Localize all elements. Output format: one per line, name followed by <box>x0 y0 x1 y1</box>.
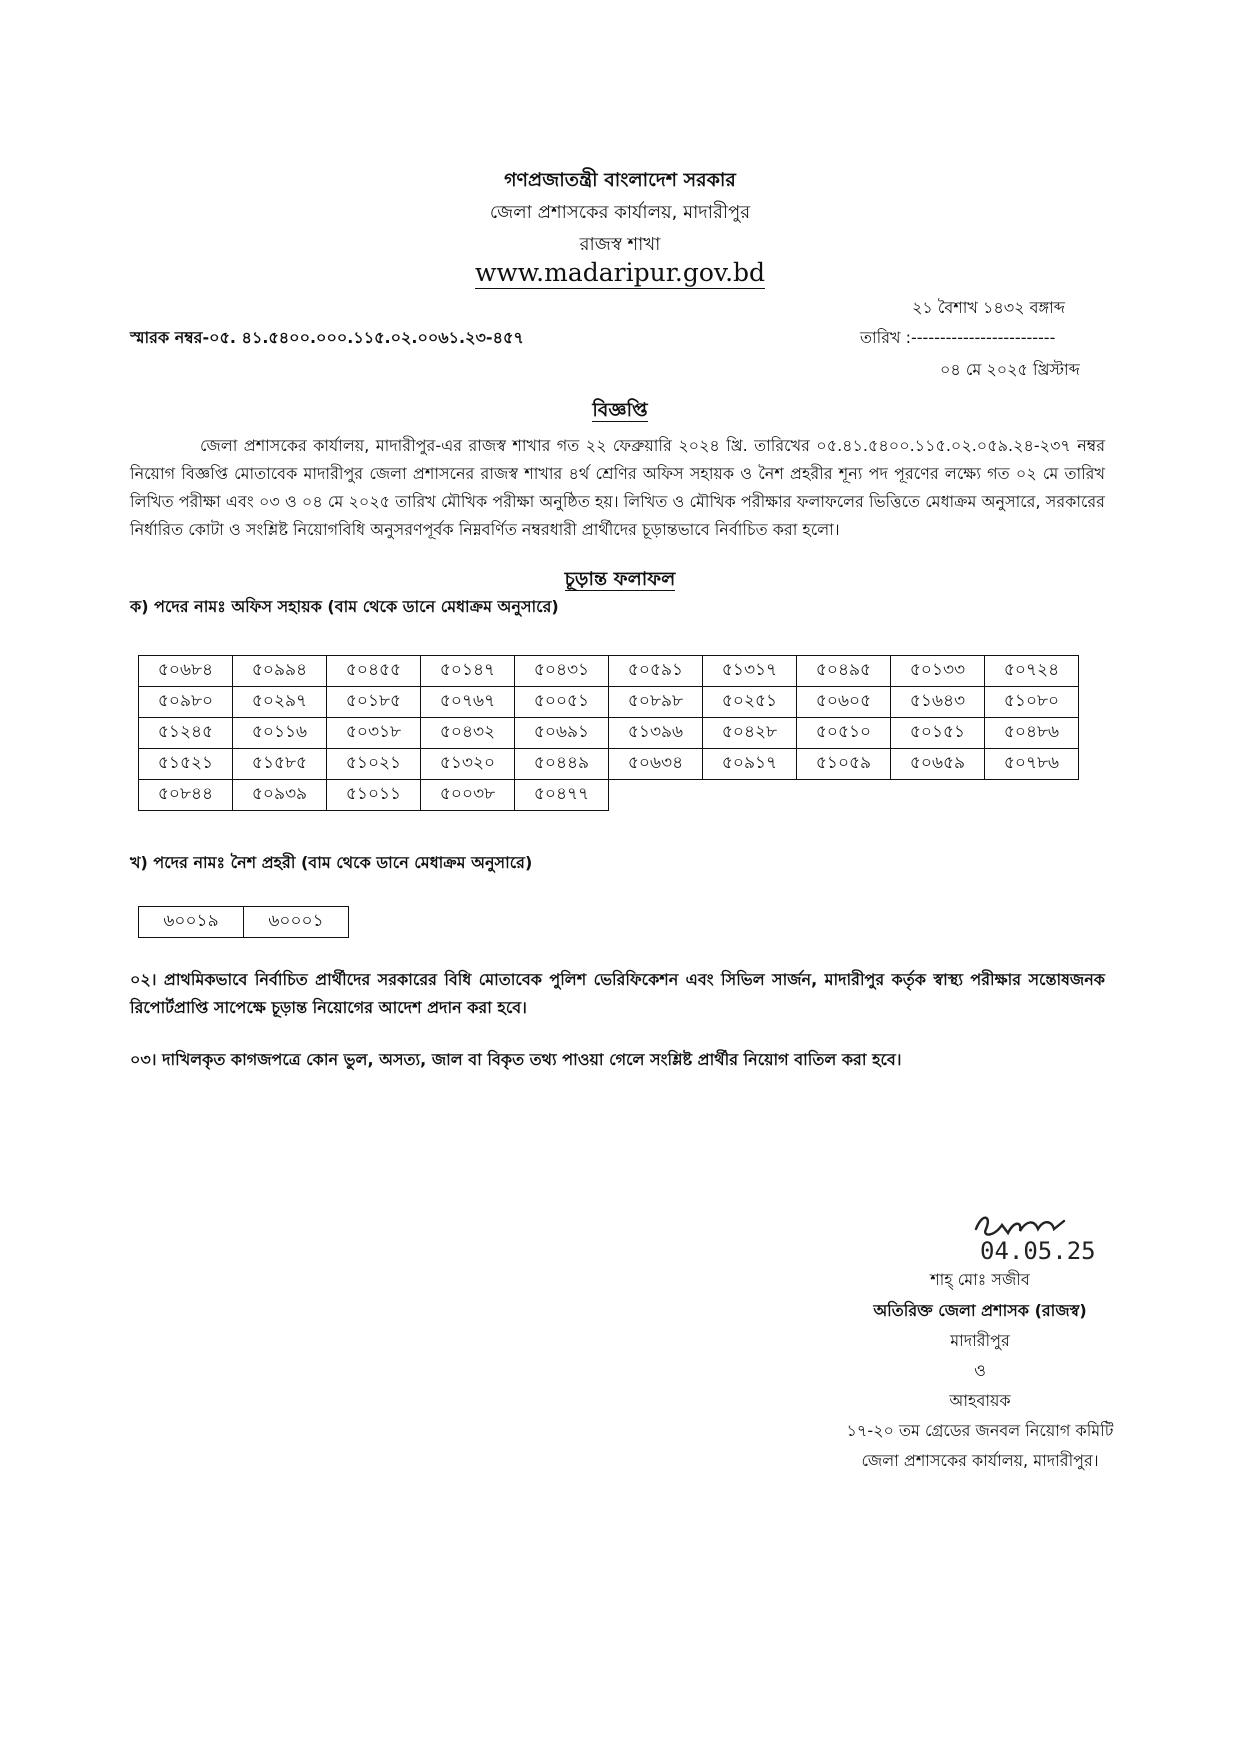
roll-number-cell: ৫০৭২৪ <box>985 656 1079 687</box>
date-label: তারিখ :------------------------- <box>860 328 1056 347</box>
result-title-text: চূড়ান্ত ফলাফল <box>564 568 676 590</box>
post-a-label: ক) পদের নামঃ অফিস সহায়ক (বাম থেকে ডানে মেধাক্রম অনুসারে) <box>130 597 559 616</box>
office-assistant-results-table <box>138 655 1079 811</box>
signatory-designation: অতিরিক্ত জেলা প্রশাসক (রাজস্ব) <box>873 1301 1087 1320</box>
roll-number-cell: ৫০৬০৫ <box>797 687 891 718</box>
result-title <box>0 565 1240 597</box>
website-link[interactable] <box>0 258 1240 287</box>
roll-number-cell: ৫০৯৮০ <box>139 687 233 718</box>
government-name: গণপ্রজাতন্ত্রী বাংলাদেশ সরকার <box>504 169 736 191</box>
roll-number-cell: ৫১০২১ <box>327 749 421 780</box>
roll-number-cell: ৫০৪৭৭ <box>515 780 609 811</box>
roll-number-cell: ৫১৬৪৩ <box>891 687 985 718</box>
notice-paragraph-1: জেলা প্রশাসকের কার্যালয়, মাদারীপুর-এর রাজস্ব শাখার গত ২২ ফেব্রুয়ারি ২০২৪ খ্রি. তারিখের ০৫.৪১.৫৪০০.১১৫.০২.০৫৯.২৪-২৩৭ নম্বর নিয়োগ বিজ্ঞপ্তি মোতাবেক মাদারীপুর জেলা প্রশাসনের রাজস্ব শাখার ৪র্থ শ্রেণির অফিস সহায়ক ও নৈশ প্রহরীর শূন্য পদ পূরণের লক্ষ্যে গত ০২ মে তারিখ লিখিত পরীক্ষা এবং ০৩ ও ০৪ মে ২০২৫ তারিখ মৌখিক পরীক্ষা অনুষ্ঠিত হয়। লিখিত ও মৌখিক পরীক্ষার ফলাফলের ভিত্তিতে মেধাক্রম অনুসারে, সরকারের নির্ধারিত কোটা ও সংশ্লিষ্ট নিয়োগবিধি অনুসরণপূর্বক নিম্নবর্ণিত নম্বরধারী প্রার্থীদের চূড়ান্তভাবে নির্বাচিত করা হলো। <box>130 436 1105 539</box>
notice-title-text: বিজ্ঞপ্তি <box>592 399 648 421</box>
roll-number-cell: ৬০০১৯ <box>139 907 244 938</box>
table-row <box>139 656 1079 687</box>
signatory-role: আহবায়ক <box>949 1391 1011 1410</box>
roll-number-cell: ৫১০১১ <box>327 780 421 811</box>
roll-number-cell: ৫০৩১৮ <box>327 718 421 749</box>
roll-number-cell: ৫১০৮০ <box>985 687 1079 718</box>
roll-number-cell: ৫০৪৩১ <box>515 656 609 687</box>
branch-name: রাজস্ব শাখা <box>579 234 661 255</box>
roll-number-cell: ৫০২৯৭ <box>233 687 327 718</box>
table-row <box>139 749 1079 780</box>
roll-number-cell: ৫১৩২০ <box>421 749 515 780</box>
table-row <box>139 907 349 938</box>
signature-date: 04.05.25 <box>980 1237 1096 1265</box>
roll-number-cell: ৫০৭৮৬ <box>985 749 1079 780</box>
table-row <box>139 718 1079 749</box>
roll-number-cell: ৫১৫৮৫ <box>233 749 327 780</box>
roll-number-cell: ৫১৩৯৬ <box>609 718 703 749</box>
roll-number-cell: ৫০৬৩৪ <box>609 749 703 780</box>
roll-number-cell: ৫০৪৫৫ <box>327 656 421 687</box>
website-text[interactable]: www.madaripur.gov.bd <box>474 258 766 287</box>
night-guard-results-table <box>138 906 349 938</box>
roll-number-cell: ৫০৬৮৪ <box>139 656 233 687</box>
roll-number-cell: ৫০২৫১ <box>703 687 797 718</box>
date-bangla: ২১ বৈশাখ ১৪৩২ বঙ্গাব্দ <box>912 298 1065 317</box>
signatory-office: জেলা প্রশাসকের কার্যালয়, মাদারীপুর। <box>861 1451 1099 1470</box>
roll-number-cell: ৫০৬৯১ <box>515 718 609 749</box>
office-name: জেলা প্রশাসকের কার্যালয়, মাদারীপুর <box>489 202 751 223</box>
roll-number-cell: ৬০০০১ <box>244 907 349 938</box>
roll-number-cell: ৫০৬৫৯ <box>891 749 985 780</box>
roll-number-cell: ৫০০৩৮ <box>421 780 515 811</box>
roll-number-cell: ৫০৯৯৪ <box>233 656 327 687</box>
roll-number-cell: ৫০৭৬৭ <box>421 687 515 718</box>
notice-paragraph-3: ০৩। দাখিলকৃত কাগজপত্রে কোন ভুল, অসত্য, জাল বা বিকৃত তথ্য পাওয়া গেলে সংশ্লিষ্ট প্রার্থীর নিয়োগ বাতিল করা হবে। <box>130 1050 902 1069</box>
roll-number-cell: ৫০৫৯১ <box>609 656 703 687</box>
roll-number-cell: ৫০৪৩২ <box>421 718 515 749</box>
roll-number-cell: ৫০১৫১ <box>891 718 985 749</box>
roll-number-cell: ৫০৯১৭ <box>703 749 797 780</box>
roll-number-cell: ৫০৮৪৪ <box>139 780 233 811</box>
table-row <box>139 687 1079 718</box>
date-english: ০৪ মে ২০২৫ খ্রিস্টাব্দ <box>940 360 1080 379</box>
signatory-location: মাদারীপুর <box>950 1331 1010 1350</box>
roll-number-cell: ৫০১৮৫ <box>327 687 421 718</box>
roll-number-cell: ৫০৪২৮ <box>703 718 797 749</box>
roll-number-cell: ৫০১১৬ <box>233 718 327 749</box>
roll-number-cell: ৫১৫২১ <box>139 749 233 780</box>
roll-number-cell: ৫০৪৯৫ <box>797 656 891 687</box>
roll-number-cell: ৫১২৪৫ <box>139 718 233 749</box>
notice-title <box>0 396 1240 428</box>
roll-number-cell: ৫০৮৯৮ <box>609 687 703 718</box>
roll-number-cell: ৫০১৩৩ <box>891 656 985 687</box>
table-row <box>139 780 1079 811</box>
roll-number-cell: ৫০৫১০ <box>797 718 891 749</box>
signatory-conjunction: ও <box>974 1361 986 1380</box>
signatory-committee: ১৭-২০ তম গ্রেডের জনবল নিয়োগ কমিটি <box>846 1421 1114 1440</box>
handwritten-signature <box>968 1207 1118 1267</box>
roll-number-cell: ৫০১৪৭ <box>421 656 515 687</box>
roll-number-cell: ৫০৯৩৯ <box>233 780 327 811</box>
notice-paragraph-2: ০২। প্রাথমিকভাবে নির্বাচিত প্রার্থীদের সরকারের বিধি মোতাবেক পুলিশ ভেরিফিকেশন এবং সিভিল সার্জন, মাদারীপুর কর্তৃক স্বাস্থ্য পরীক্ষার সন্তোষজনক রিপোর্টপ্রাপ্তি সাপেক্ষে চূড়ান্ত নিয়োগের আদেশ প্রদান করা হবে। <box>130 970 1105 1017</box>
post-b-label: খ) পদের নামঃ নৈশ প্রহরী (বাম থেকে ডানে মেধাক্রম অনুসারে) <box>130 853 533 872</box>
roll-number-cell: ৫০৪৪৯ <box>515 749 609 780</box>
memo-reference: স্মারক নম্বর-০৫. ৪১.৫৪০০.০০০.১১৫.০২.০০৬১.২৩-৪৫৭ <box>130 328 524 347</box>
roll-number-cell: ৫০০৫১ <box>515 687 609 718</box>
signatory-name: শাহ্ মোঃ সজীব <box>930 1270 1030 1289</box>
roll-number-cell: ৫১০৫৯ <box>797 749 891 780</box>
roll-number-cell: ৫০৪৮৬ <box>985 718 1079 749</box>
roll-number-cell: ৫১৩১৭ <box>703 656 797 687</box>
